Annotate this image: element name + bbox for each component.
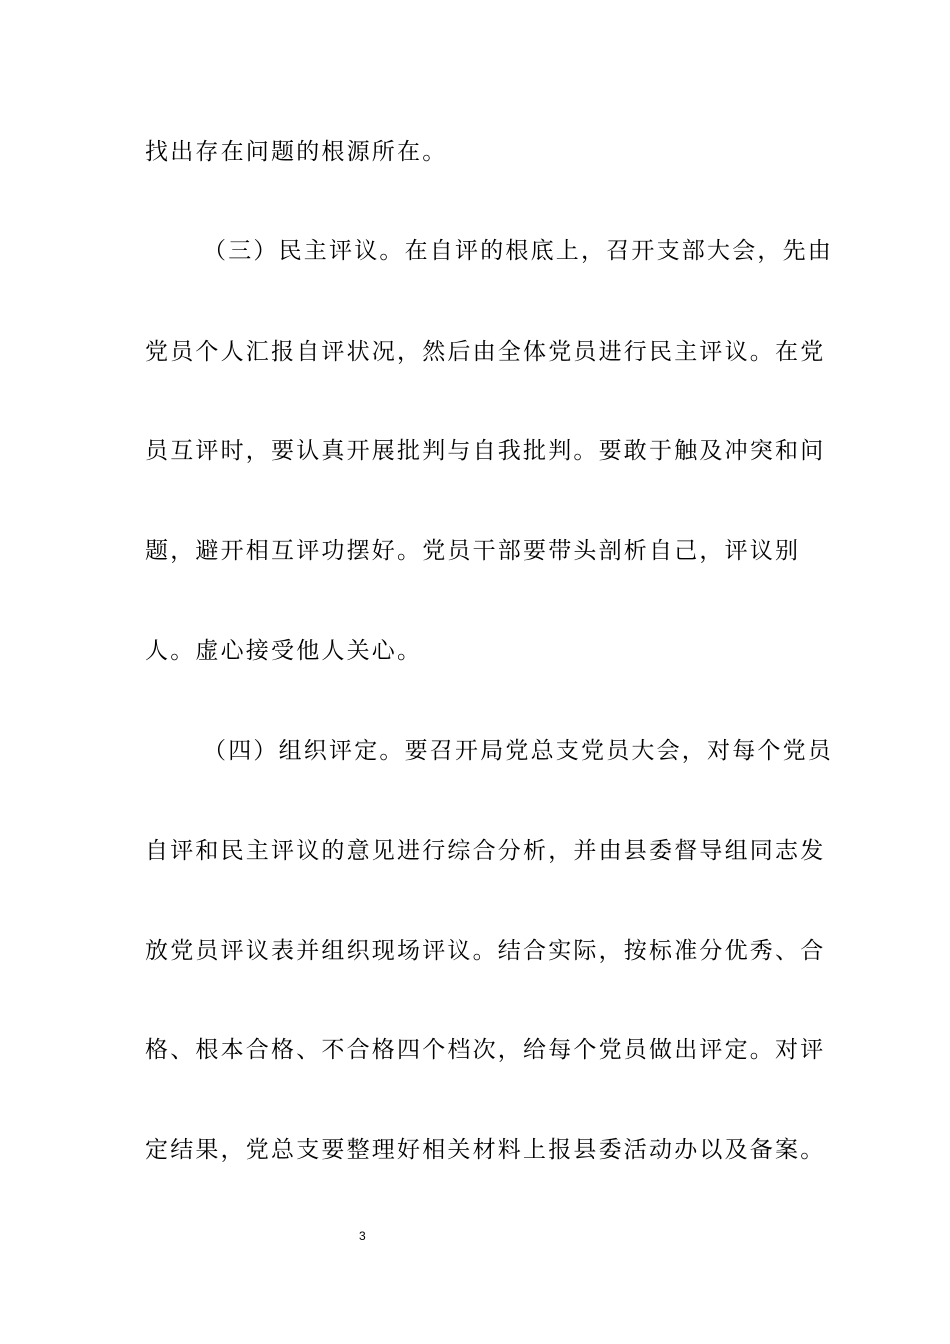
page-number: 3 xyxy=(359,1229,366,1243)
text-line: 定结果，党总支要整理好相关材料上报县委活动办以及备案。 xyxy=(145,1137,826,1163)
text-line: 找出存在问题的根源所在。 xyxy=(145,139,448,165)
text-line: 放党员评议表并组织现场评议。结合实际，按标准分优秀、合 xyxy=(145,938,826,964)
text-line: 格、根本合格、不合格四个档次，给每个党员做出评定。对评 xyxy=(145,1037,826,1063)
text-line: 人。虚心接受他人关心。 xyxy=(145,638,423,664)
text-line: 党员个人汇报自评状况，然后由全体党员进行民主评议。在党 xyxy=(145,339,826,365)
text-line: （三）民主评议。在自评的根底上，召开支部大会，先由 xyxy=(203,238,833,264)
text-line: 题，避开相互评功摆好。党员干部要带头剖析自己，评议别 xyxy=(145,538,801,564)
text-line: 员互评时，要认真开展批判与自我批判。要敢于触及冲突和问 xyxy=(145,438,826,464)
text-line: （四）组织评定。要召开局党总支党员大会，对每个党员 xyxy=(203,738,833,764)
text-line: 自评和民主评议的意见进行综合分析，并由县委督导组同志发 xyxy=(145,838,826,864)
